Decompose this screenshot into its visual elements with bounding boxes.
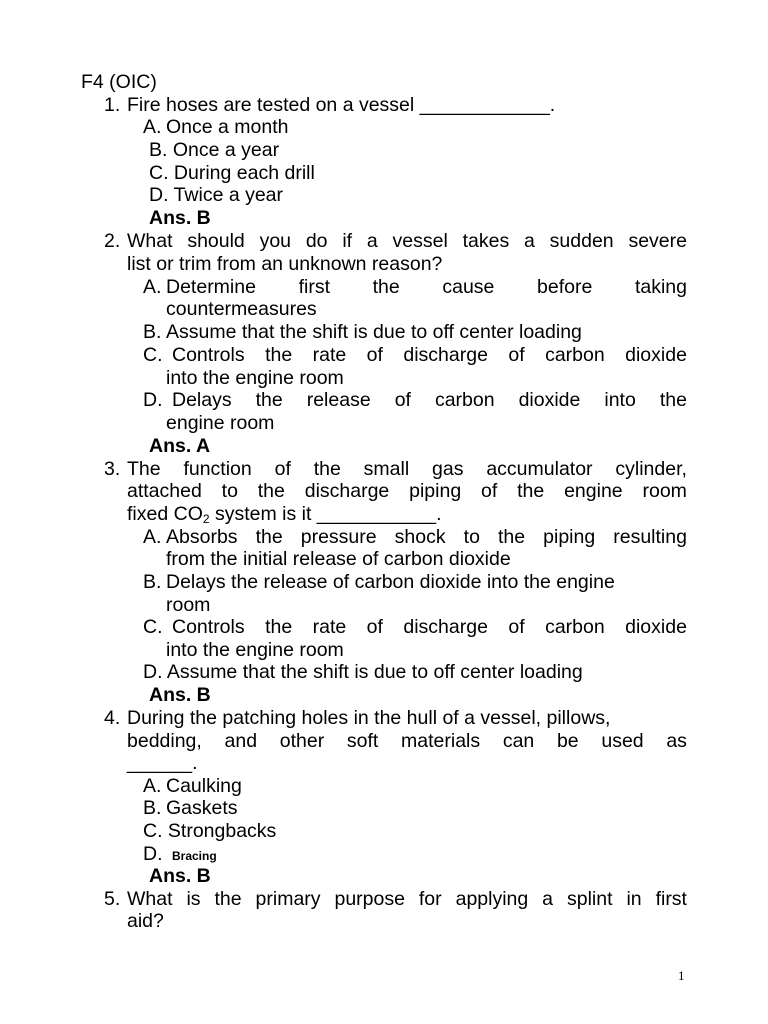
word: small	[363, 458, 410, 480]
option-text: B. Once a year	[149, 139, 280, 161]
word: the	[214, 888, 242, 910]
word: materials	[401, 730, 481, 752]
word: attached	[127, 480, 202, 502]
word: purpose	[334, 888, 405, 910]
option-text: countermeasures	[166, 298, 317, 320]
word: the	[497, 526, 526, 548]
word: a	[542, 888, 554, 910]
document-header: F4 (OIC)	[81, 71, 157, 93]
word: rate	[312, 344, 347, 366]
word: cylinder,	[615, 458, 687, 480]
word: of	[508, 344, 525, 366]
word: you	[259, 230, 292, 252]
question-text: aid?	[127, 910, 164, 932]
word: rate	[312, 616, 347, 638]
question-text: list or trim from an unknown reason?	[127, 253, 443, 275]
word: primary	[255, 888, 321, 910]
question-number: 4.	[104, 707, 121, 729]
answer-label: Ans. B	[149, 207, 211, 229]
word: carbon	[434, 389, 495, 411]
option-letter: D.	[143, 843, 163, 865]
word: piping	[409, 480, 462, 502]
option-text: Gaskets	[166, 797, 238, 819]
word: discharge	[403, 344, 488, 366]
option-text: into the engine room	[166, 639, 344, 661]
word: the	[265, 344, 293, 366]
word: cause	[442, 276, 495, 298]
word: Absorbs	[166, 526, 238, 548]
option-text: Delays the release of carbon dioxide into the engine	[166, 571, 615, 593]
option-text: engine room	[166, 412, 275, 434]
word: a	[366, 230, 378, 252]
question-number: 3.	[104, 458, 121, 480]
word: of	[508, 616, 525, 638]
option-text: into the engine room	[166, 367, 344, 389]
question-text: fixed $CO_2$ system is it ___________.	[127, 503, 442, 526]
option-letter: B.	[143, 571, 162, 593]
word: the	[257, 480, 285, 502]
question-text	[127, 888, 687, 911]
word: as	[666, 730, 687, 752]
word: splint	[566, 888, 613, 910]
word: of	[394, 389, 411, 411]
word: engine	[564, 480, 623, 502]
word: sudden	[549, 230, 614, 252]
word: discharge	[403, 616, 488, 638]
question-number: 5.	[104, 888, 121, 910]
option-text: Bracing	[172, 849, 217, 863]
question-text: During the patching holes in the hull of a vessel, pillows,	[127, 707, 611, 729]
word: dioxide	[625, 616, 687, 638]
option-text: Caulking	[166, 775, 242, 797]
word: The	[127, 458, 161, 480]
word: dioxide	[625, 344, 687, 366]
word: if	[342, 230, 353, 252]
word: be	[556, 730, 579, 752]
word: of	[366, 616, 383, 638]
question-number: 1.	[104, 94, 121, 116]
word: of	[274, 458, 291, 480]
word: resulting	[613, 526, 687, 548]
option-text	[172, 616, 687, 639]
word: carbon	[545, 616, 605, 638]
word: Determine	[166, 276, 256, 298]
word: accumulator	[486, 458, 593, 480]
option-text: C. Strongbacks	[143, 820, 277, 842]
option-text: from the initial release of carbon dioxide	[166, 548, 511, 570]
word: the	[372, 276, 400, 298]
word: What	[127, 888, 173, 910]
word: function	[183, 458, 252, 480]
word: bedding,	[127, 730, 202, 752]
word: before	[537, 276, 593, 298]
word: taking	[634, 276, 687, 298]
word: the	[255, 389, 283, 411]
word: shock	[394, 526, 446, 548]
word: Delays	[172, 389, 232, 411]
option-text: Once a month	[166, 116, 289, 138]
question-number: 2.	[104, 230, 121, 252]
word: the	[659, 389, 687, 411]
word: What	[127, 230, 173, 252]
answer-label: Ans. B	[149, 684, 211, 706]
word: do	[305, 230, 328, 252]
word: and	[224, 730, 258, 752]
option-text	[172, 389, 687, 412]
word: pressure	[300, 526, 377, 548]
option-text: D. Assume that the shift is due to off center loading	[143, 661, 583, 683]
question-text	[127, 230, 687, 253]
word: Controls	[172, 344, 245, 366]
word: soft	[346, 730, 379, 752]
option-letter: D.	[143, 389, 163, 411]
answer-label: Ans. A	[149, 435, 211, 457]
question-text	[127, 730, 687, 753]
option-letter: C.	[143, 616, 163, 638]
word: the	[517, 480, 545, 502]
option-text: room	[166, 594, 211, 616]
word: the	[255, 526, 283, 548]
word: of	[481, 480, 498, 502]
option-letter: B.	[143, 797, 162, 819]
word: applying	[455, 888, 529, 910]
word: Controls	[172, 616, 245, 638]
option-text: Assume that the shift is due to off center loading	[166, 321, 582, 343]
question-text: Fire hoses are tested on a vessel ____________.	[127, 94, 556, 116]
question-text	[127, 458, 687, 481]
option-text: C. During each drill	[149, 162, 315, 184]
word: piping	[543, 526, 596, 548]
word: to	[463, 526, 480, 548]
word: should	[187, 230, 245, 252]
question-text	[127, 480, 687, 503]
word: release	[306, 389, 371, 411]
word: first	[298, 276, 330, 298]
page-number: 1	[678, 968, 685, 983]
option-letter: A.	[143, 276, 162, 298]
answer-label: Ans. B	[149, 865, 211, 887]
option-letter: A.	[143, 775, 162, 797]
word: severe	[628, 230, 687, 252]
option-letter: C.	[143, 344, 163, 366]
question-text: ______.	[127, 752, 198, 774]
option-text	[166, 526, 687, 549]
word: vessel	[392, 230, 448, 252]
word: for	[418, 888, 442, 910]
word: room	[642, 480, 687, 502]
word: first	[655, 888, 687, 910]
word: a	[524, 230, 535, 252]
word: discharge	[304, 480, 390, 502]
word: can	[502, 730, 535, 752]
word: in	[626, 888, 642, 910]
option-letter: A.	[143, 116, 162, 138]
option-text: D. Twice a year	[149, 184, 284, 206]
word: dioxide	[518, 389, 581, 411]
option-text	[172, 344, 687, 367]
word: other	[279, 730, 325, 752]
word: used	[601, 730, 644, 752]
word: of	[366, 344, 383, 366]
word: the	[313, 458, 341, 480]
word: is	[186, 888, 201, 910]
option-letter: B.	[143, 321, 162, 343]
word: gas	[432, 458, 464, 480]
word: to	[221, 480, 238, 502]
word: into	[604, 389, 636, 411]
option-text	[166, 276, 687, 299]
word: takes	[462, 230, 510, 252]
word: carbon	[545, 344, 605, 366]
option-letter: A.	[143, 526, 162, 548]
word: the	[265, 616, 293, 638]
